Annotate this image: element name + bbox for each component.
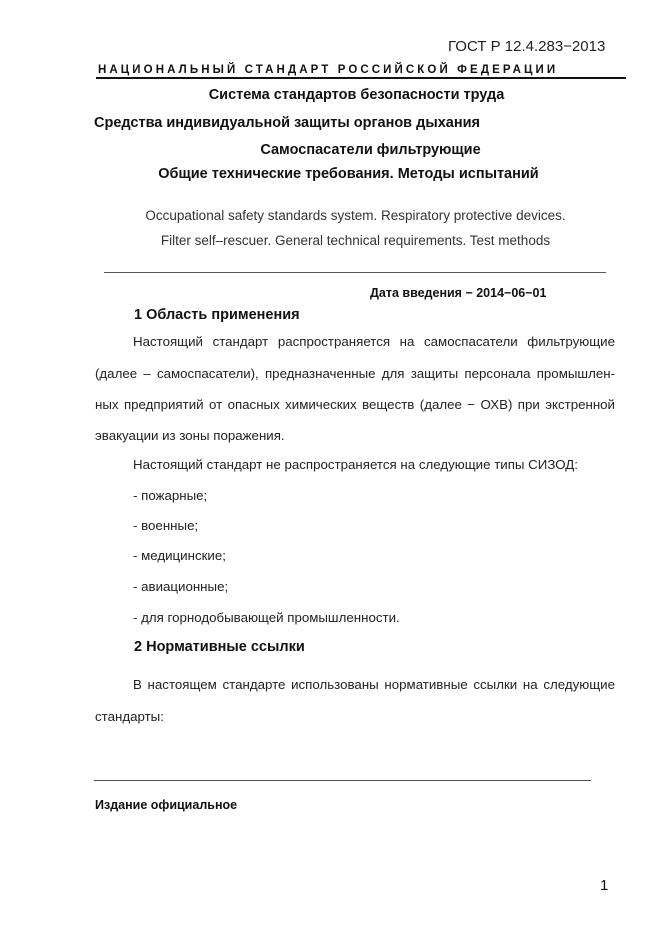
footnote-separator-line <box>94 780 591 781</box>
section-1-para1-line1: Настоящий стандарт распространяется на самоспасатели фильтрующие <box>133 334 615 349</box>
english-title-line2: Filter self–rescuer. General technical requirements. Test methods <box>160 233 551 248</box>
title-system: Система стандартов безопасности труда <box>208 87 505 103</box>
list-item: - пожарные; <box>133 488 208 503</box>
section-1-para1-line2: (далее – самоспасатели), предназначенные для защиты персонала промышлен- <box>95 366 615 381</box>
list-item: - авиационные; <box>133 579 229 594</box>
section-1-heading: 1 Область применения <box>134 307 300 323</box>
title-product: Самоспасатели фильтрующие <box>260 142 481 158</box>
document-code: ГОСТ Р 12.4.283−2013 <box>448 38 606 55</box>
header-underline <box>96 77 626 79</box>
list-item: - военные; <box>133 518 199 533</box>
title-separator-line <box>104 272 606 273</box>
introduction-date: Дата введения − 2014−06−01 <box>370 286 547 300</box>
list-item: - для горнодобывающей промышленности. <box>133 610 400 625</box>
page-number: 1 <box>600 877 609 894</box>
edition-label: Издание официальное <box>95 798 238 812</box>
section-1-para1-line4: эвакуации из зоны поражения. <box>95 428 285 443</box>
section-2-para-line1: В настоящем стандарте использованы нормативные ссылки на следующие <box>133 677 615 692</box>
section-1-para2: Настоящий стандарт не распространяется на следующие типы СИЗОД: <box>133 457 578 472</box>
title-devices: Средства индивидуальной защиты органов дыхания <box>94 115 480 131</box>
section-2-para-line2: стандарты: <box>95 709 164 724</box>
english-title-line1: Occupational safety standards system. Respiratory protective devices. <box>145 208 566 223</box>
section-1-para1-line3: ных предприятий от опасных химических веществ (далее − ОХВ) при экстренной <box>95 397 615 412</box>
list-item: - медицинские; <box>133 548 226 563</box>
national-standard-title: НАЦИОНАЛЬНЫЙ СТАНДАРТ РОССИЙСКОЙ ФЕДЕРАЦИИ <box>98 64 559 76</box>
title-requirements: Общие технические требования. Методы испытаний <box>158 166 539 182</box>
section-2-heading: 2 Нормативные ссылки <box>134 639 305 655</box>
